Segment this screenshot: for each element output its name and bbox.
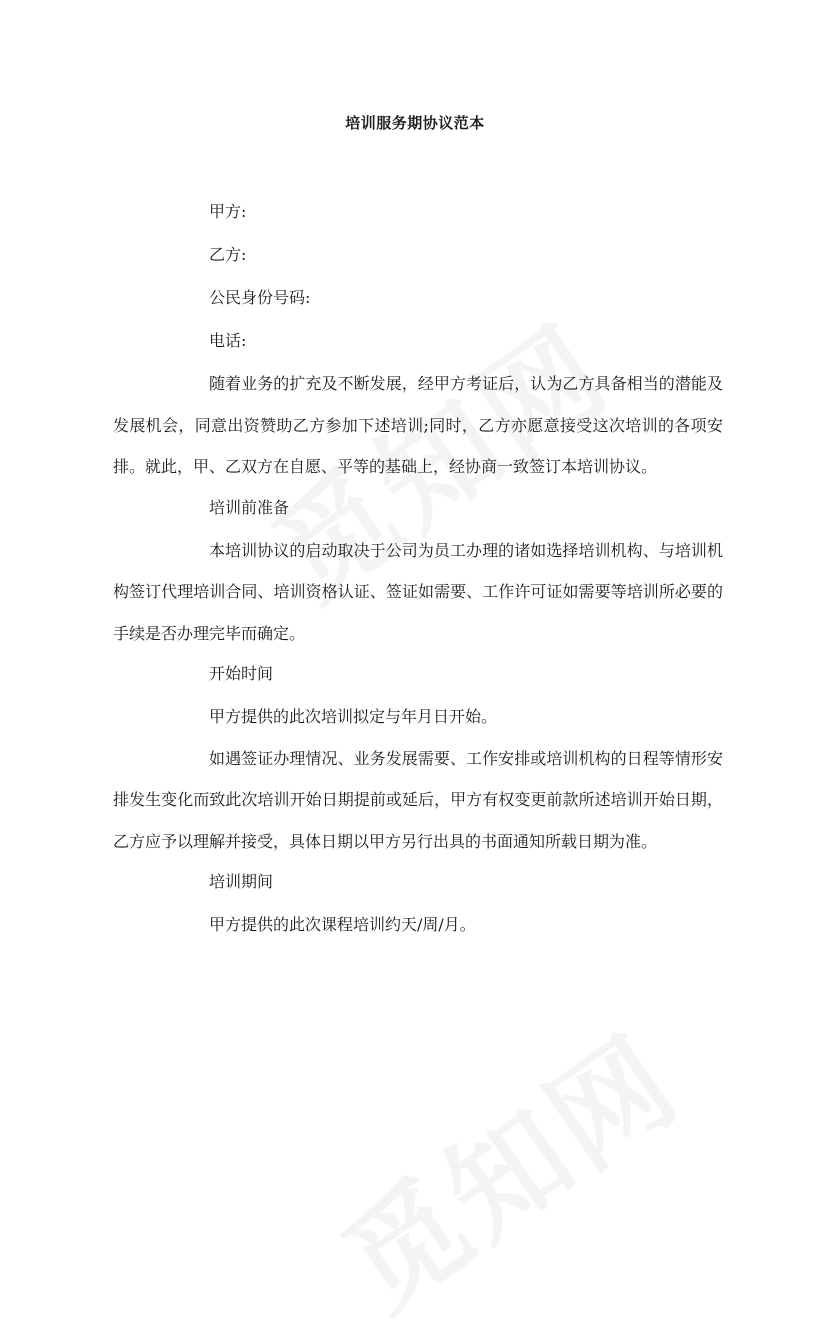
section-heading: 开始时间 bbox=[209, 664, 274, 683]
field-phone: 电话: bbox=[209, 331, 247, 350]
section-paragraph: 甲方提供的此次培训拟定与年月日开始。 bbox=[209, 707, 498, 726]
document-body bbox=[113, 196, 723, 946]
document-title: 培训服务期协议范本 bbox=[345, 114, 485, 132]
section-paragraph: 本培训协议的启动取决于公司为员工办理的诸如选择培训机构、与培训机构签订代理培训合同、培训资格认证、签证如需要、工作许可证如需要等培训所必要的手续是否办理完毕而确定。 bbox=[113, 540, 723, 643]
field-id-number: 公民身份号码: bbox=[209, 288, 311, 307]
field-party-a: 甲方: bbox=[209, 202, 247, 221]
section-heading: 培训期间 bbox=[209, 872, 274, 891]
section-paragraph: 如遇签证办理情况、业务发展需要、工作安排或培训机构的日程等情形安排发生变化而致此次培训开始日期提前或延后，甲方有权变更前款所述培训开始日期，乙方应予以理解并接受，具体日期以甲方另行出具的书面通知所载日期为准。 bbox=[113, 748, 723, 851]
field-party-b: 乙方: bbox=[209, 245, 247, 264]
section-heading: 培训前准备 bbox=[209, 497, 290, 517]
section-paragraph: 甲方提供的此次课程培训约天/周/月。 bbox=[209, 915, 476, 934]
watermark-graphic bbox=[305, 989, 707, 1341]
intro-paragraph: 随着业务的扩充及不断发展，经甲方考证后，认为乙方具备相当的潜能及发展机会，同意出资赞助乙方参加下述培训;同时，乙方亦愿意接受这次培训的各项安排。就此，甲、乙双方在自愿、平等的基础上，经协商一致签订本培训协议。 bbox=[113, 374, 723, 476]
